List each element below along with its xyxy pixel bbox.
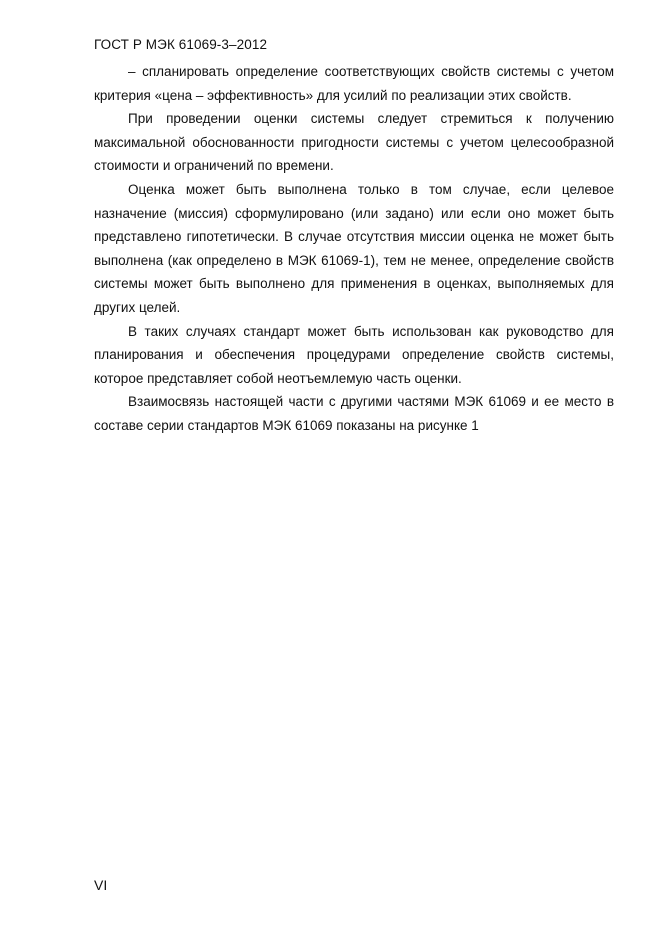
paragraph-guidance <box>94 320 614 391</box>
paragraph-text: В таких случаях стандарт может быть использован как руководство для планирования и обеспечения процедурами определение свойств системы, которое представляет собой неотъемлемую часть оценки. <box>94 323 614 386</box>
document-header: ГОСТ Р МЭК 61069-3–2012 <box>94 37 268 52</box>
paragraph-text: – спланировать определение соответствующих свойств системы с учетом критерия «цена – эффективность» для усилий по реализации этих свойств. <box>94 64 614 103</box>
paragraph-dash-item <box>94 60 614 107</box>
paragraph-text: Взаимосвязь настоящей части с другими частями МЭК 61069 и ее место в составе серии стандартов МЭК 61069 показаны на рисунке 1 <box>94 394 614 433</box>
page-number: VI <box>94 877 108 893</box>
paragraph-text: При проведении оценки системы следует стремиться к получению максимальной обоснованности пригодности системы с учетом целесообразной стоимости и ограничений по времени. <box>94 111 614 174</box>
paragraph-mission <box>94 178 614 320</box>
paragraph-relationship <box>94 390 614 437</box>
paragraph-evaluation-goal <box>94 107 614 178</box>
document-body <box>94 60 614 438</box>
paragraph-text: Оценка может быть выполнена только в том случае, если целевое назначение (миссия) сформулировано (или задано) или если оно может быть представлено гипотетически. В случае отсутствия миссии оценка не может быть выполнена (как определено в МЭК 61069-1), тем не менее, определение свойств системы может быть выполнено для применения в оценках, выполняемых для других целей. <box>94 181 614 315</box>
